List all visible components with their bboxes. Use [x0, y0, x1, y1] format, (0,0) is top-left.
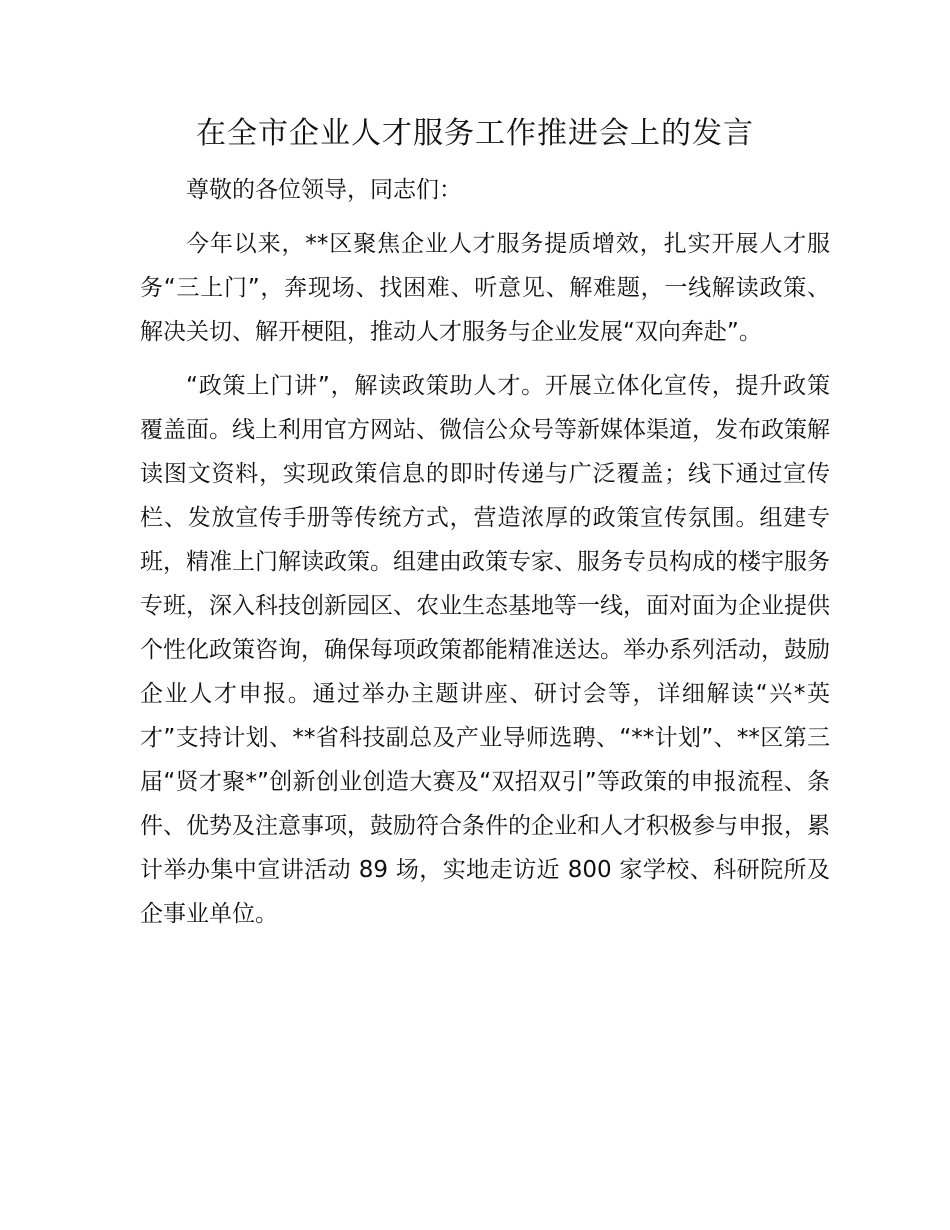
document-body [140, 168, 830, 946]
greeting-line: 尊敬的各位领导，同志们： [186, 177, 462, 203]
document-title: 在全市企业人才服务工作推进会上的发言 [196, 116, 754, 151]
paragraph-intro: 今年以来，**区聚焦企业人才服务提质增效，扎实开展人才服务“三上门”，奔现场、找困难、听意见、解难题，一线解读政策、解决关切、解开梗阻，推动人才服务与企业发展“双向奔赴”。 [140, 231, 830, 345]
paragraph-policy: “政策上门讲”，解读政策助人才。开展立体化宣传，提升政策覆盖面。线上利用官方网站、微信公众号等新媒体渠道，发布政策解读图文资料，实现政策信息的即时传递与广泛覆盖；线下通过宣传栏、发放宣传手册等传统方式，营造浓厚的政策宣传氛围。组建专班，精准上门解读政策。组建由政策专家、服务专员构成的楼宇服务专班，深入科技创新园区、农业生态基地等一线，面对面为企业提供个性化政策咨询，确保每项政策都能精准送达。举办系列活动，鼓励企业人才申报。通过举办主题讲座、研讨会等，详细解读“兴*英才”支持计划、**省科技副总及产业导师选聘、“**计划”、**区第三届“贤才聚*”创新创业创造大赛及“双招双引”等政策的申报流程、条件、优势及注意事项，鼓励符合条件的企业和人才积极参与申报，累计举办集中宣讲活动 89 场，实地走访近 800 家学校、科研院所及企事业单位。 [140, 373, 830, 927]
